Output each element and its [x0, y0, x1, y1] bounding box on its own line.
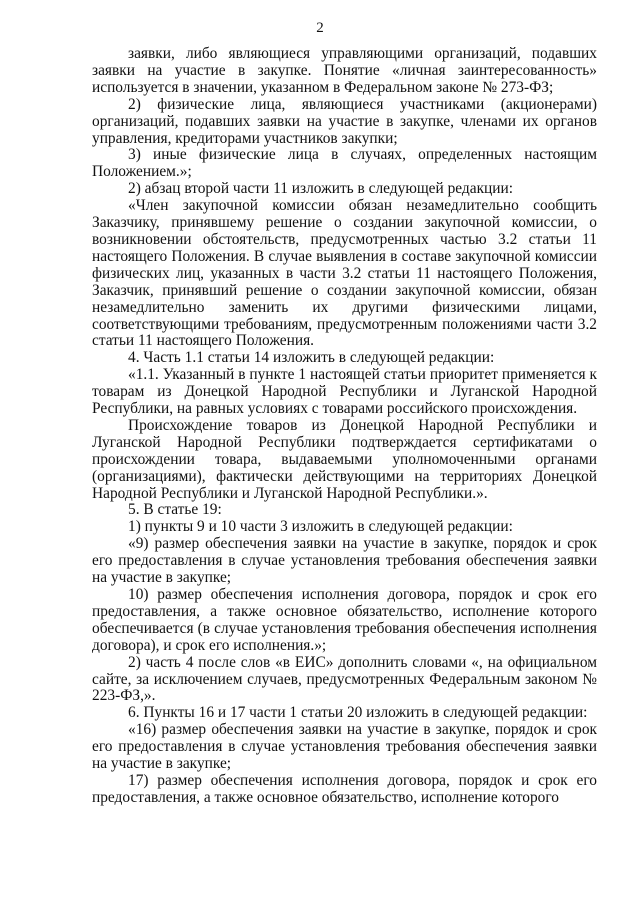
paragraph-11-point-9: «9) размер обеспечения заявки на участие в закупке, порядок и срок его предоставления в случае установления требования обеспечения заявки на участие в закупке; [92, 535, 597, 587]
paragraph-2-physical-persons: 2) физические лица, являющиеся участниками (акционерами) организаций, подавших заявки на участие в закупке, членами их органов управления, кредиторами участников закупки; [92, 95, 597, 147]
paragraph-15-point-16: «16) размер обеспечения заявки на участие в закупке, порядок и срок его предоставления в случае установления требования обеспечения заявки на участие в закупке; [92, 721, 597, 773]
paragraph-7-priority: «1.1. Указанный в пункте 1 настоящей статьи приоритет применяется к товарам из Донецкой Народной Республики и Луганской Народной Республики, на равных условиях с товарами российского происхождения. [92, 366, 597, 418]
paragraph-5-commission-member: «Член закупочной комиссии обязан незамедлительно сообщить Заказчику, принявшему решение о создании закупочной комиссии, о возникновении обстоятельств, предусмотренных частью 3.2 статьи 11 настоящего Положения. В случае выявления в составе закупочной комиссии физических лиц, указанных в части 3.2 статьи 11 настоящего Положения, Заказчик, принявший решение о создании закупочной комиссии, обязан незамедлительно заменить их другими физическими лицами, соответствующими требованиям, предусмотренным положениями части 3.2 статьи 11 настоящего Положения. [92, 197, 597, 350]
paragraph-10-points-9-10: 1) пункты 9 и 10 части 3 изложить в следующей редакции: [128, 518, 513, 536]
paragraph-8-origin-certificates: Происхождение товаров из Донецкой Народной Республики и Луганской Народной Республики подтверждается сертификатами о происхождении товара, выдаваемыми уполномоченными органами (организациями), фактически действующими на территориях Донецкой Народной Республики и Луганской Народной Республики.». [92, 416, 597, 502]
paragraph-9-article-19: 5. В статье 19: [128, 501, 222, 519]
paragraph-1-continuation: заявки, либо являющиеся управляющими организаций, подавших заявки на участие в закупке. Понятие «личная заинтересованность» используется в значении, указанном в Федеральном законе № 273-ФЗ; [92, 45, 597, 96]
paragraph-6-article-14: 4. Часть 1.1 статьи 14 изложить в следующей редакции: [128, 349, 495, 367]
paragraph-4-amend-part-11: 2) абзац второй части 11 изложить в следующей редакции: [128, 180, 514, 198]
paragraph-16-point-17: 17) размер обеспечения исполнения договора, порядок и срок его предоставления, а также основное обязательство, исполнение которого [92, 771, 597, 806]
page-number: 2 [316, 20, 324, 36]
document-body [92, 46, 597, 807]
paragraph-12-point-10: 10) размер обеспечения исполнения договора, порядок и срок его предоставления, а также основное обязательство, исполнение которого обеспечивается (в случае установления требования обеспечения исполнения договора), и срок его исполнения.»; [92, 586, 597, 654]
paragraph-3-other-persons: 3) иные физические лица в случаях, определенных настоящим Положением.»; [92, 146, 597, 181]
paragraph-14-article-20: 6. Пункты 16 и 17 части 1 статьи 20 изложить в следующей редакции: [128, 704, 588, 722]
paragraph-13-part-4: 2) часть 4 после слов «в ЕИС» дополнить словами «, на официальном сайте, за исключением случаев, предусмотренных Федеральным законом № 223-ФЗ,». [92, 653, 597, 705]
